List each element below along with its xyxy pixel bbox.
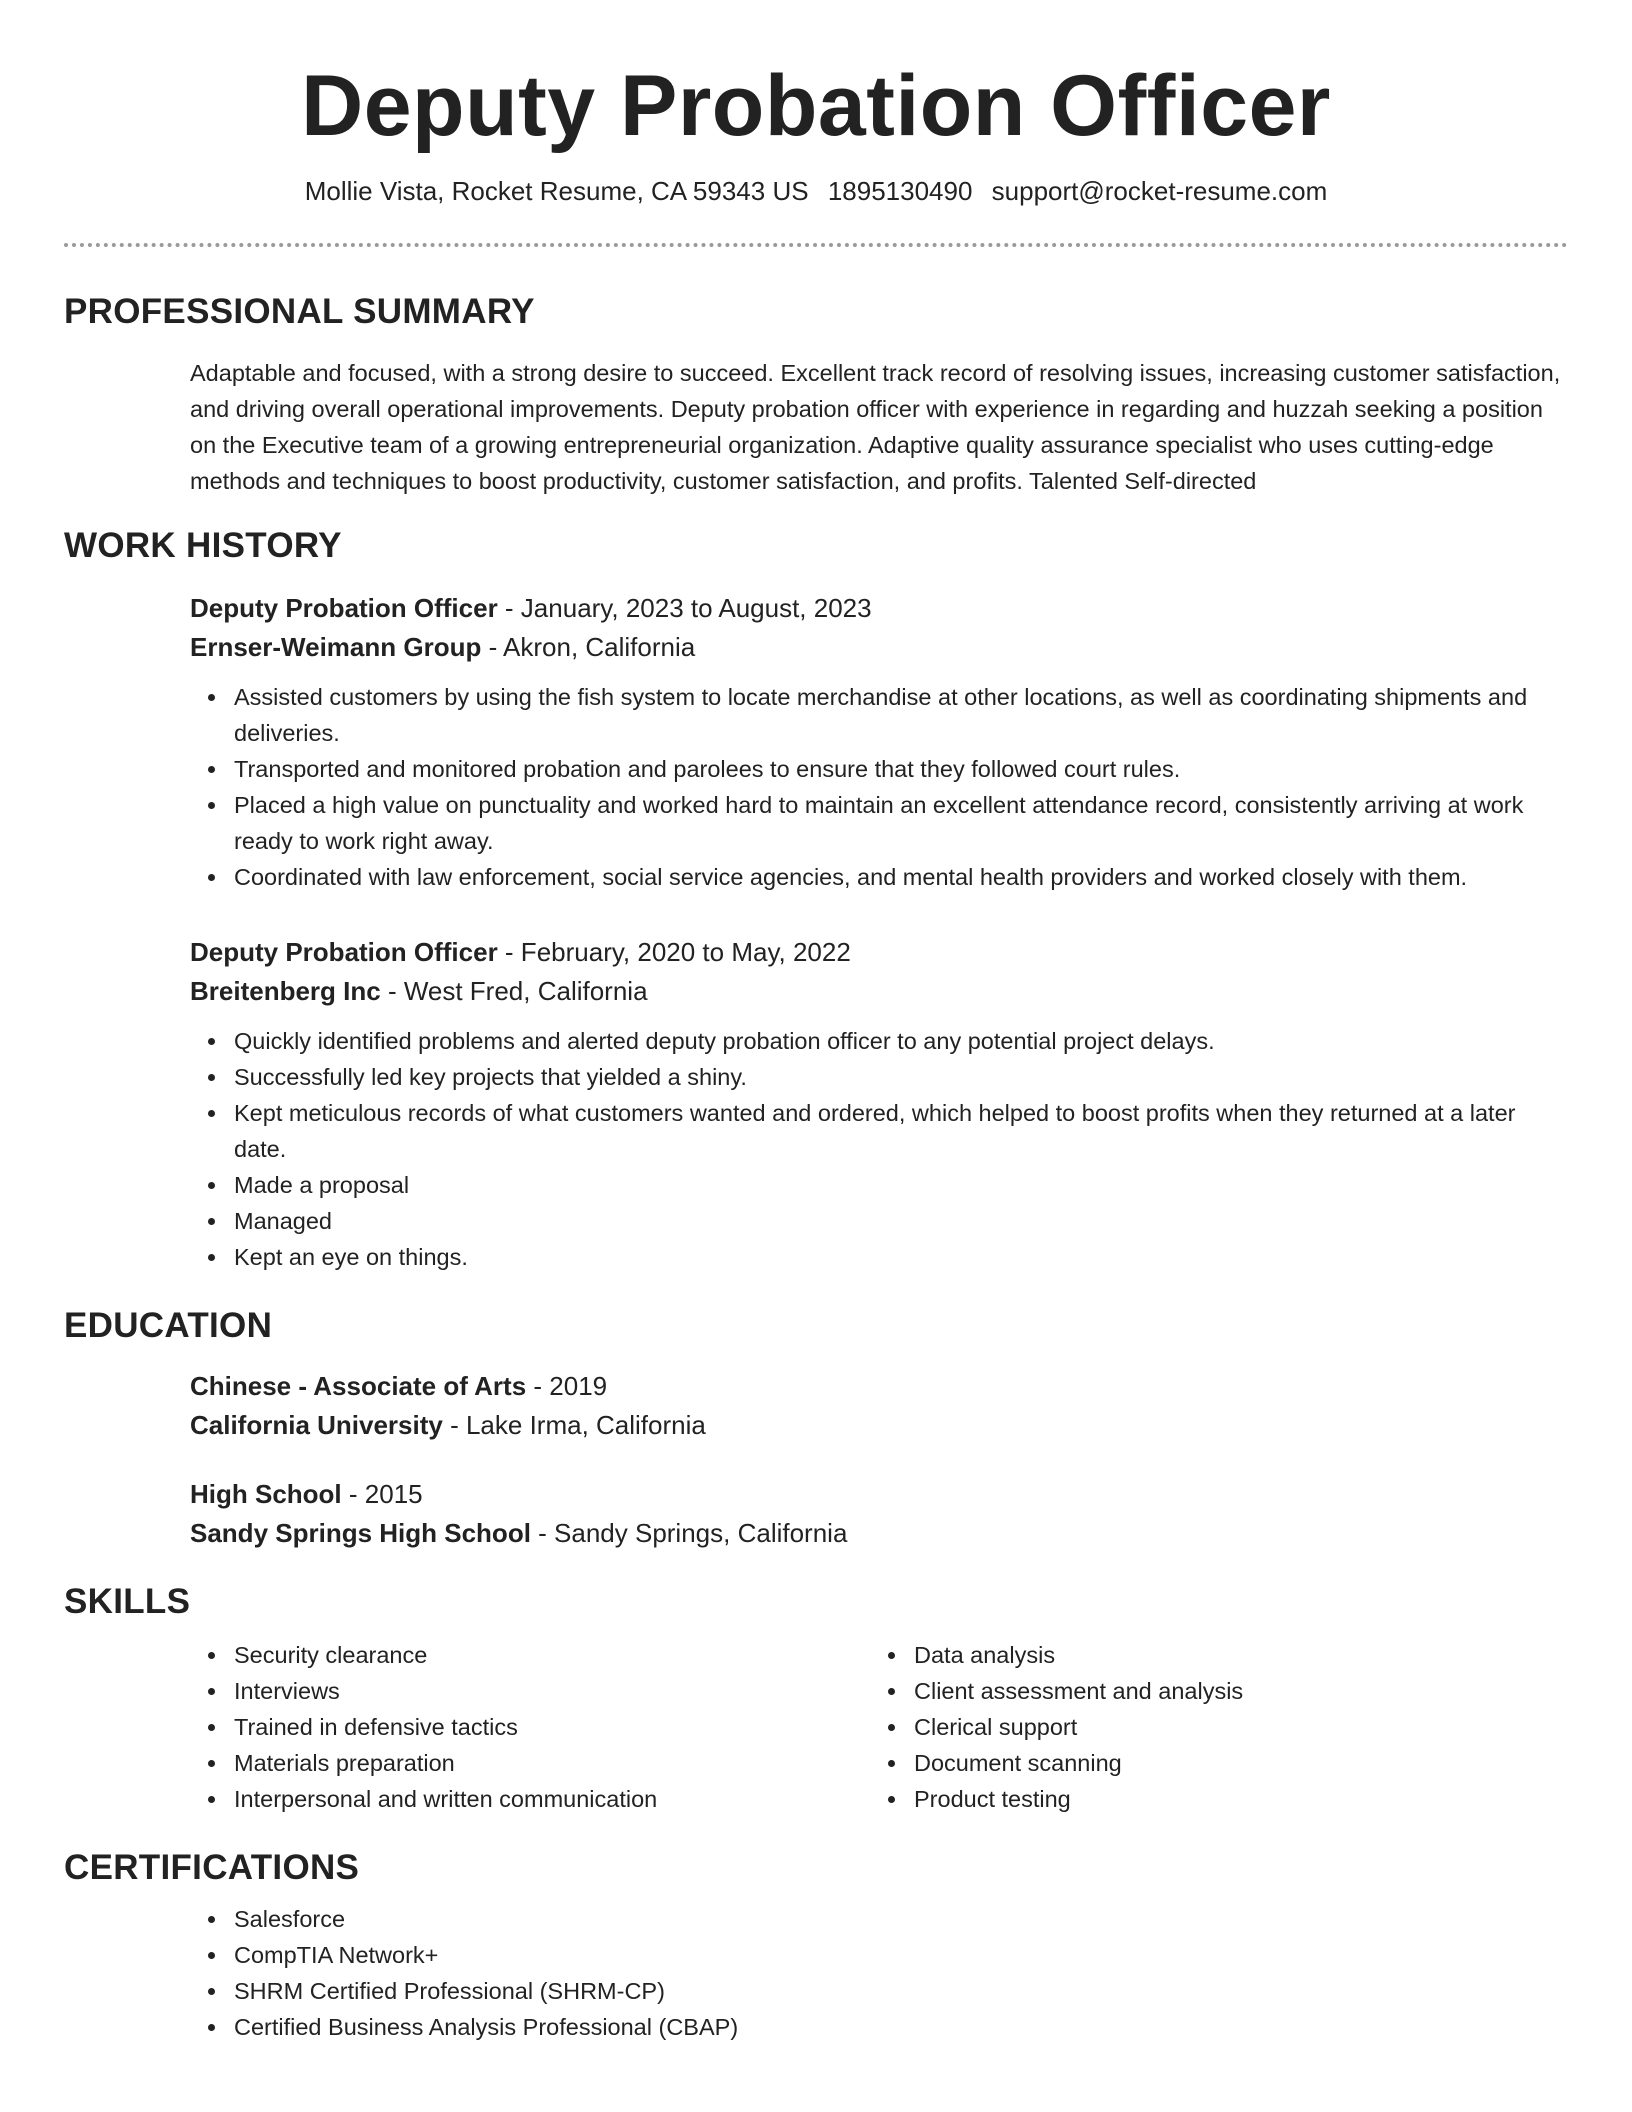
job-position: Deputy Probation Officer	[190, 937, 498, 967]
summary-text: Adaptable and focused, with a strong desire to succeed. Excellent track record of resolving issues, increasing customer satisfaction, and driving overall operational improvements. Deputy probation officer with experience in regarding and huzzah seeking a position on the Executive team of a growing entrepreneurial organization. Adaptive quality assurance specialist who uses cutting-edge methods and techniques to boost productivity, customer satisfaction, and profits. Talented Self-directed	[190, 360, 1561, 494]
school: California University	[190, 1410, 443, 1440]
job-company: Breitenberg Inc	[190, 976, 381, 1006]
education-heading: EDUCATION	[64, 1306, 273, 1345]
summary-heading: PROFESSIONAL SUMMARY	[64, 292, 535, 331]
work-history-heading: WORK HISTORY	[64, 526, 342, 565]
contact-email: support@rocket-resume.com	[991, 176, 1328, 206]
skill-item: Interviews	[234, 1673, 870, 1709]
job-bullet: Made a proposal	[234, 1167, 1568, 1203]
job-bullets	[190, 1023, 1568, 1275]
education-section	[64, 1305, 1568, 1553]
job-company-line	[190, 628, 1568, 667]
skills-column-right	[870, 1637, 1550, 1817]
certification-item: SHRM Certified Professional (SHRM-CP)	[234, 1973, 1568, 2009]
skills-columns	[190, 1637, 1568, 1817]
job-bullet: Kept meticulous records of what customers wanted and ordered, which helped to boost profits when they returned at a later date.	[234, 1095, 1568, 1167]
certifications-block	[190, 1901, 1568, 2045]
job-bullet: Coordinated with law enforcement, social service agencies, and mental health providers and worked closely with them.	[234, 859, 1568, 895]
degree-year: - 2015	[341, 1479, 423, 1509]
job-title-line	[190, 589, 1568, 628]
resume-page	[64, 0, 1568, 2045]
work-history-section	[64, 525, 1568, 1275]
degree: High School	[190, 1479, 342, 1509]
header-divider	[64, 243, 1568, 247]
degree: Chinese - Associate of Arts	[190, 1371, 527, 1401]
skill-item: Trained in defensive tactics	[234, 1709, 870, 1745]
school-line	[190, 1514, 1568, 1553]
education-entry	[190, 1475, 1568, 1553]
job-dates: - February, 2020 to May, 2022	[497, 937, 851, 967]
degree-year: - 2019	[526, 1371, 608, 1401]
certification-item: Certified Business Analysis Professional (CBAP)	[234, 2009, 1568, 2045]
skills-section	[64, 1581, 1568, 1817]
certification-item: CompTIA Network+	[234, 1937, 1568, 1973]
degree-line	[190, 1367, 1568, 1406]
job-bullet: Kept an eye on things.	[234, 1239, 1568, 1275]
skill-item: Materials preparation	[234, 1745, 870, 1781]
certifications-list	[190, 1901, 1568, 2045]
certifications-section	[64, 1847, 1568, 2045]
certifications-heading: CERTIFICATIONS	[64, 1848, 360, 1887]
contact-phone: 1895130490	[827, 176, 973, 206]
job-location: - Akron, California	[481, 632, 696, 662]
certification-item: Salesforce	[234, 1901, 1568, 1937]
skill-item: Interpersonal and written communication	[234, 1781, 870, 1817]
contact-line	[64, 175, 1568, 207]
skills-list	[870, 1637, 1550, 1817]
summary-section	[64, 291, 1568, 499]
job-bullet: Transported and monitored probation and parolees to ensure that they followed court rules.	[234, 751, 1568, 787]
job-bullet: Quickly identified problems and alerted deputy probation officer to any potential project delays.	[234, 1023, 1568, 1059]
school: Sandy Springs High School	[190, 1518, 531, 1548]
education-entry	[190, 1367, 1568, 1445]
skill-item: Document scanning	[914, 1745, 1550, 1781]
job-title-line	[190, 933, 1568, 972]
job-dates: - January, 2023 to August, 2023	[497, 593, 872, 623]
contact-address: Mollie Vista, Rocket Resume, CA 59343 US	[304, 176, 809, 206]
school-location: - Lake Irma, California	[442, 1410, 706, 1440]
skill-item: Security clearance	[234, 1637, 870, 1673]
job-company-line	[190, 972, 1568, 1011]
skill-item: Clerical support	[914, 1709, 1550, 1745]
resume-title: Deputy Probation Officer	[301, 58, 1331, 154]
skill-item: Data analysis	[914, 1637, 1550, 1673]
degree-line	[190, 1475, 1568, 1514]
job-position: Deputy Probation Officer	[190, 593, 498, 623]
job-bullet: Placed a high value on punctuality and worked hard to maintain an excellent attendance record, consistently arriving at work ready to work right away.	[234, 787, 1568, 859]
school-location: - Sandy Springs, California	[530, 1518, 848, 1548]
job-location: - West Fred, California	[380, 976, 648, 1006]
skills-list	[190, 1637, 870, 1817]
skills-column-left	[190, 1637, 870, 1817]
job-bullet: Assisted customers by using the fish system to locate merchandise at other locations, as well as coordinating shipments and deliveries.	[234, 679, 1568, 751]
job-company: Ernser-Weimann Group	[190, 632, 482, 662]
school-line	[190, 1406, 1568, 1445]
job-entry	[190, 933, 1568, 1275]
skill-item: Product testing	[914, 1781, 1550, 1817]
job-entry	[190, 589, 1568, 895]
skill-item: Client assessment and analysis	[914, 1673, 1550, 1709]
job-bullets	[190, 679, 1568, 895]
skills-heading: SKILLS	[64, 1582, 191, 1621]
job-bullet: Successfully led key projects that yielded a shiny.	[234, 1059, 1568, 1095]
job-bullet: Managed	[234, 1203, 1568, 1239]
